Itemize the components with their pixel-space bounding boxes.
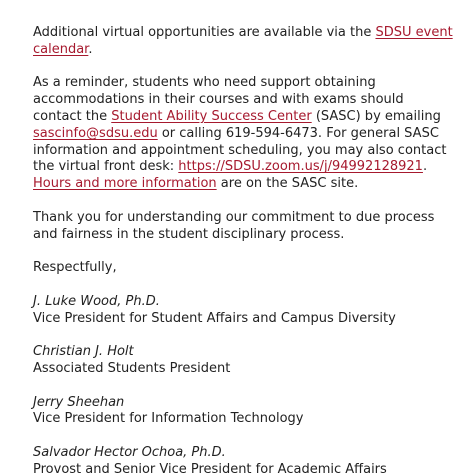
paragraph-text: are on the SASC site. — [216, 176, 359, 192]
signature-block — [33, 344, 453, 378]
signatory-title: Provost and Senior Vice President for Academic Affairs — [33, 461, 387, 475]
signatory-name: Salvador Hector Ochoa, Ph.D. — [33, 444, 226, 460]
paragraph-thank-you: Thank you for understanding our commitment to due process and fairness in the student disciplinary process. — [33, 209, 435, 242]
signature-block — [33, 294, 453, 328]
paragraph-text: . — [88, 41, 93, 57]
paragraph-text: or calling 619-594-6473. For general SASC information and appointment scheduling, you may also contact the virtual front desk: — [33, 125, 447, 175]
paragraph-text: (SASC) by emailing — [311, 108, 441, 124]
paragraph-accommodations — [33, 75, 453, 193]
hours-info-link[interactable]: Hours and more information — [33, 176, 217, 192]
zoom-link[interactable]: https://SDSU.zoom.us/j/94992128921 — [178, 159, 423, 175]
paragraph-text: As a reminder, students who need support obtaining accommodations in their courses and with exams should contact the — [33, 75, 404, 124]
signatory-name: Jerry Sheehan — [33, 394, 125, 410]
sasc-link[interactable]: Student Ability Success Center — [111, 108, 312, 124]
email-body — [33, 25, 453, 475]
sasc-email-link[interactable]: sascinfo@sdsu.edu — [33, 125, 158, 141]
signatory-title: Vice President for Student Affairs and Campus Diversity — [33, 310, 396, 326]
signature-block — [33, 445, 453, 475]
paragraph-virtual-opportunities — [33, 25, 453, 59]
signatory-name: J. Luke Wood, Ph.D. — [33, 293, 160, 309]
paragraph-text: . — [422, 159, 428, 175]
signatory-title: Associated Students President — [33, 360, 231, 376]
paragraph-text: Additional virtual opportunities are available via the — [33, 25, 376, 40]
signatory-title: Vice President for Information Technology — [33, 411, 304, 427]
signature-block — [33, 395, 453, 429]
closing-line: Respectfully, — [33, 260, 117, 276]
signatory-name: Christian J. Holt — [33, 344, 134, 360]
sdsu-event-calendar-link[interactable]: SDSU event calendar — [33, 25, 453, 57]
